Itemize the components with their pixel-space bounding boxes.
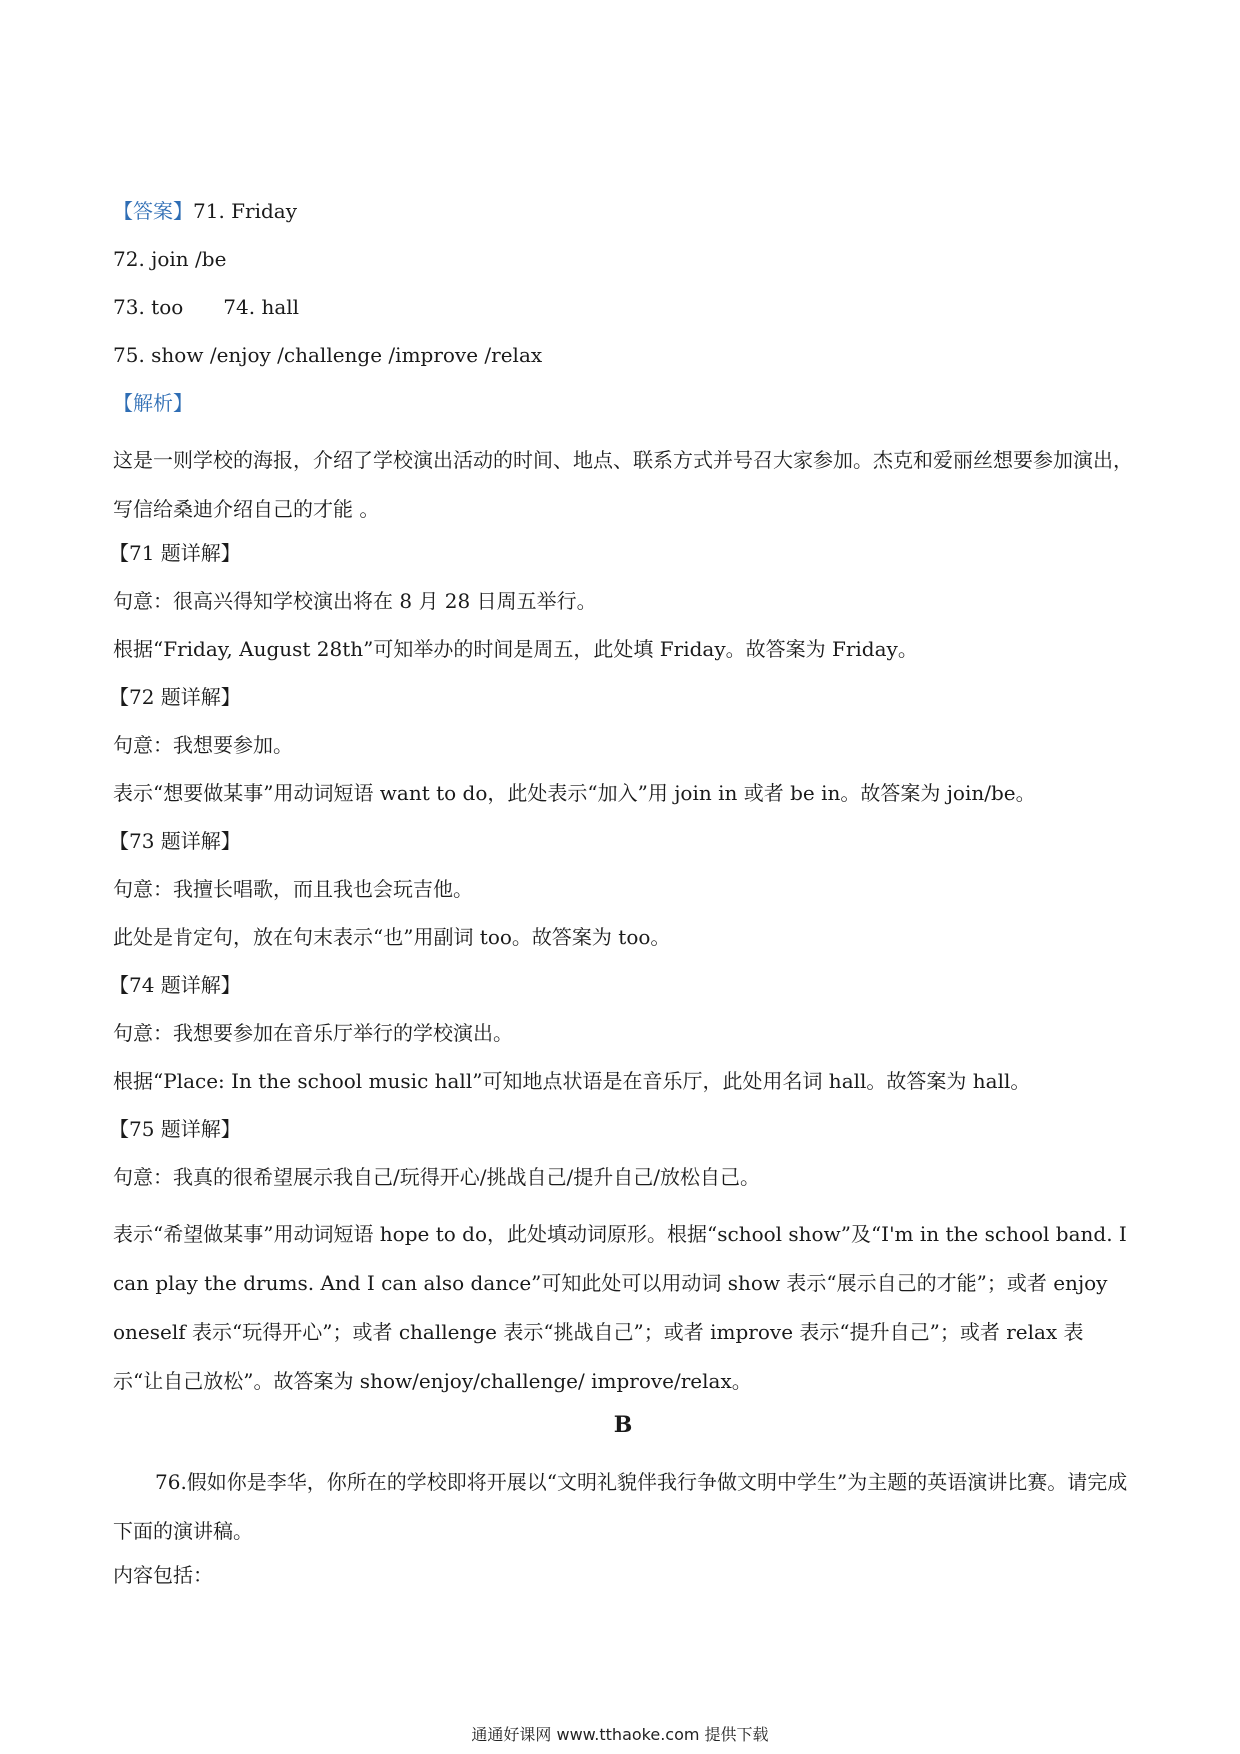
detail-explain: 表示“想要做某事”用动词短语 want to do，此处表示“加入”用 join in 或者 be in。故答案为 join/be。 [113,781,1036,805]
answer-71: 71. Friday [193,199,298,223]
section-b-title: B [613,1412,633,1438]
detail-73 [109,826,1133,952]
detail-72 [109,682,1133,808]
detail-explain: 表示“希望做某事”用动词短语 hope to do，此处填动词原形。根据“school show”及“I'm in the school band. I can play the drums. And I can also dance”可知此处可以用动词 show 表示“展示自己的才能”；或者 enjoy oneself 表示“玩得开心”；或者 challenge 表示“挑战自己”；或者 improve 表示“提升自己”；或者 relax 表示“让自己放松”。故答案为 show/enjoy/challenge/ improve/relax。 [113,1222,1127,1393]
detail-explain: 根据“Friday, August 28th”可知举办的时间是周五，此处填 Friday。故答案为 Friday。 [113,637,918,661]
detail-head: 【72 题详解】 [109,685,241,709]
document-content [109,196,1133,1590]
answer-72: 72. join /be [113,247,227,271]
analysis-tag: 【解析】 [113,391,193,415]
detail-meaning: 句意：我想要参加在音乐厅举行的学校演出。 [113,1021,513,1045]
detail-meaning: 句意：我想要参加。 [113,733,293,757]
detail-head: 【75 题详解】 [109,1117,241,1141]
answer-74: 74. hall [223,295,300,319]
answer-line-73-74 [113,292,1133,322]
footer-watermark: 通通好课网 www.tthaoke.com 提供下载 [471,1725,769,1744]
question-76: 76.假如你是李华，你所在的学校即将开展以“文明礼貌伴我行争做文明中学生”为主题的英语演讲比赛。请完成下面的演讲稿。 [113,1470,1128,1543]
detail-head: 【74 题详解】 [109,973,241,997]
detail-head: 【71 题详解】 [109,541,241,565]
content-label: 内容包括： [113,1563,213,1587]
answer-75: 75. show /enjoy /challenge /improve /relax [113,343,543,367]
detail-meaning: 句意：我擅长唱歌，而且我也会玩吉他。 [113,877,473,901]
detail-meaning: 句意：我真的很希望展示我自己/玩得开心/挑战自己/提升自己/放松自己。 [113,1165,760,1189]
detail-75 [109,1114,1133,1406]
answer-line-71 [113,196,1133,226]
detail-explain: 此处是肯定句，放在句末表示“也”用副词 too。故答案为 too。 [113,925,671,949]
detail-74 [109,970,1133,1096]
detail-71 [109,538,1133,664]
detail-explain: 根据“Place: In the school music hall”可知地点状语是在音乐厅，此处用名词 hall。故答案为 hall。 [113,1069,1031,1093]
detail-meaning: 句意：很高兴得知学校演出将在 8 月 28 日周五举行。 [113,589,597,613]
analysis-summary: 这是一则学校的海报，介绍了学校演出活动的时间、地点、联系方式并号召大家参加。杰克和爱丽丝想要参加演出，写信给桑迪介绍自己的才能 。 [113,448,1133,521]
detail-head: 【73 题详解】 [109,829,241,853]
answer-73: 73. too [113,295,184,319]
answer-tag: 【答案】 [113,199,193,223]
